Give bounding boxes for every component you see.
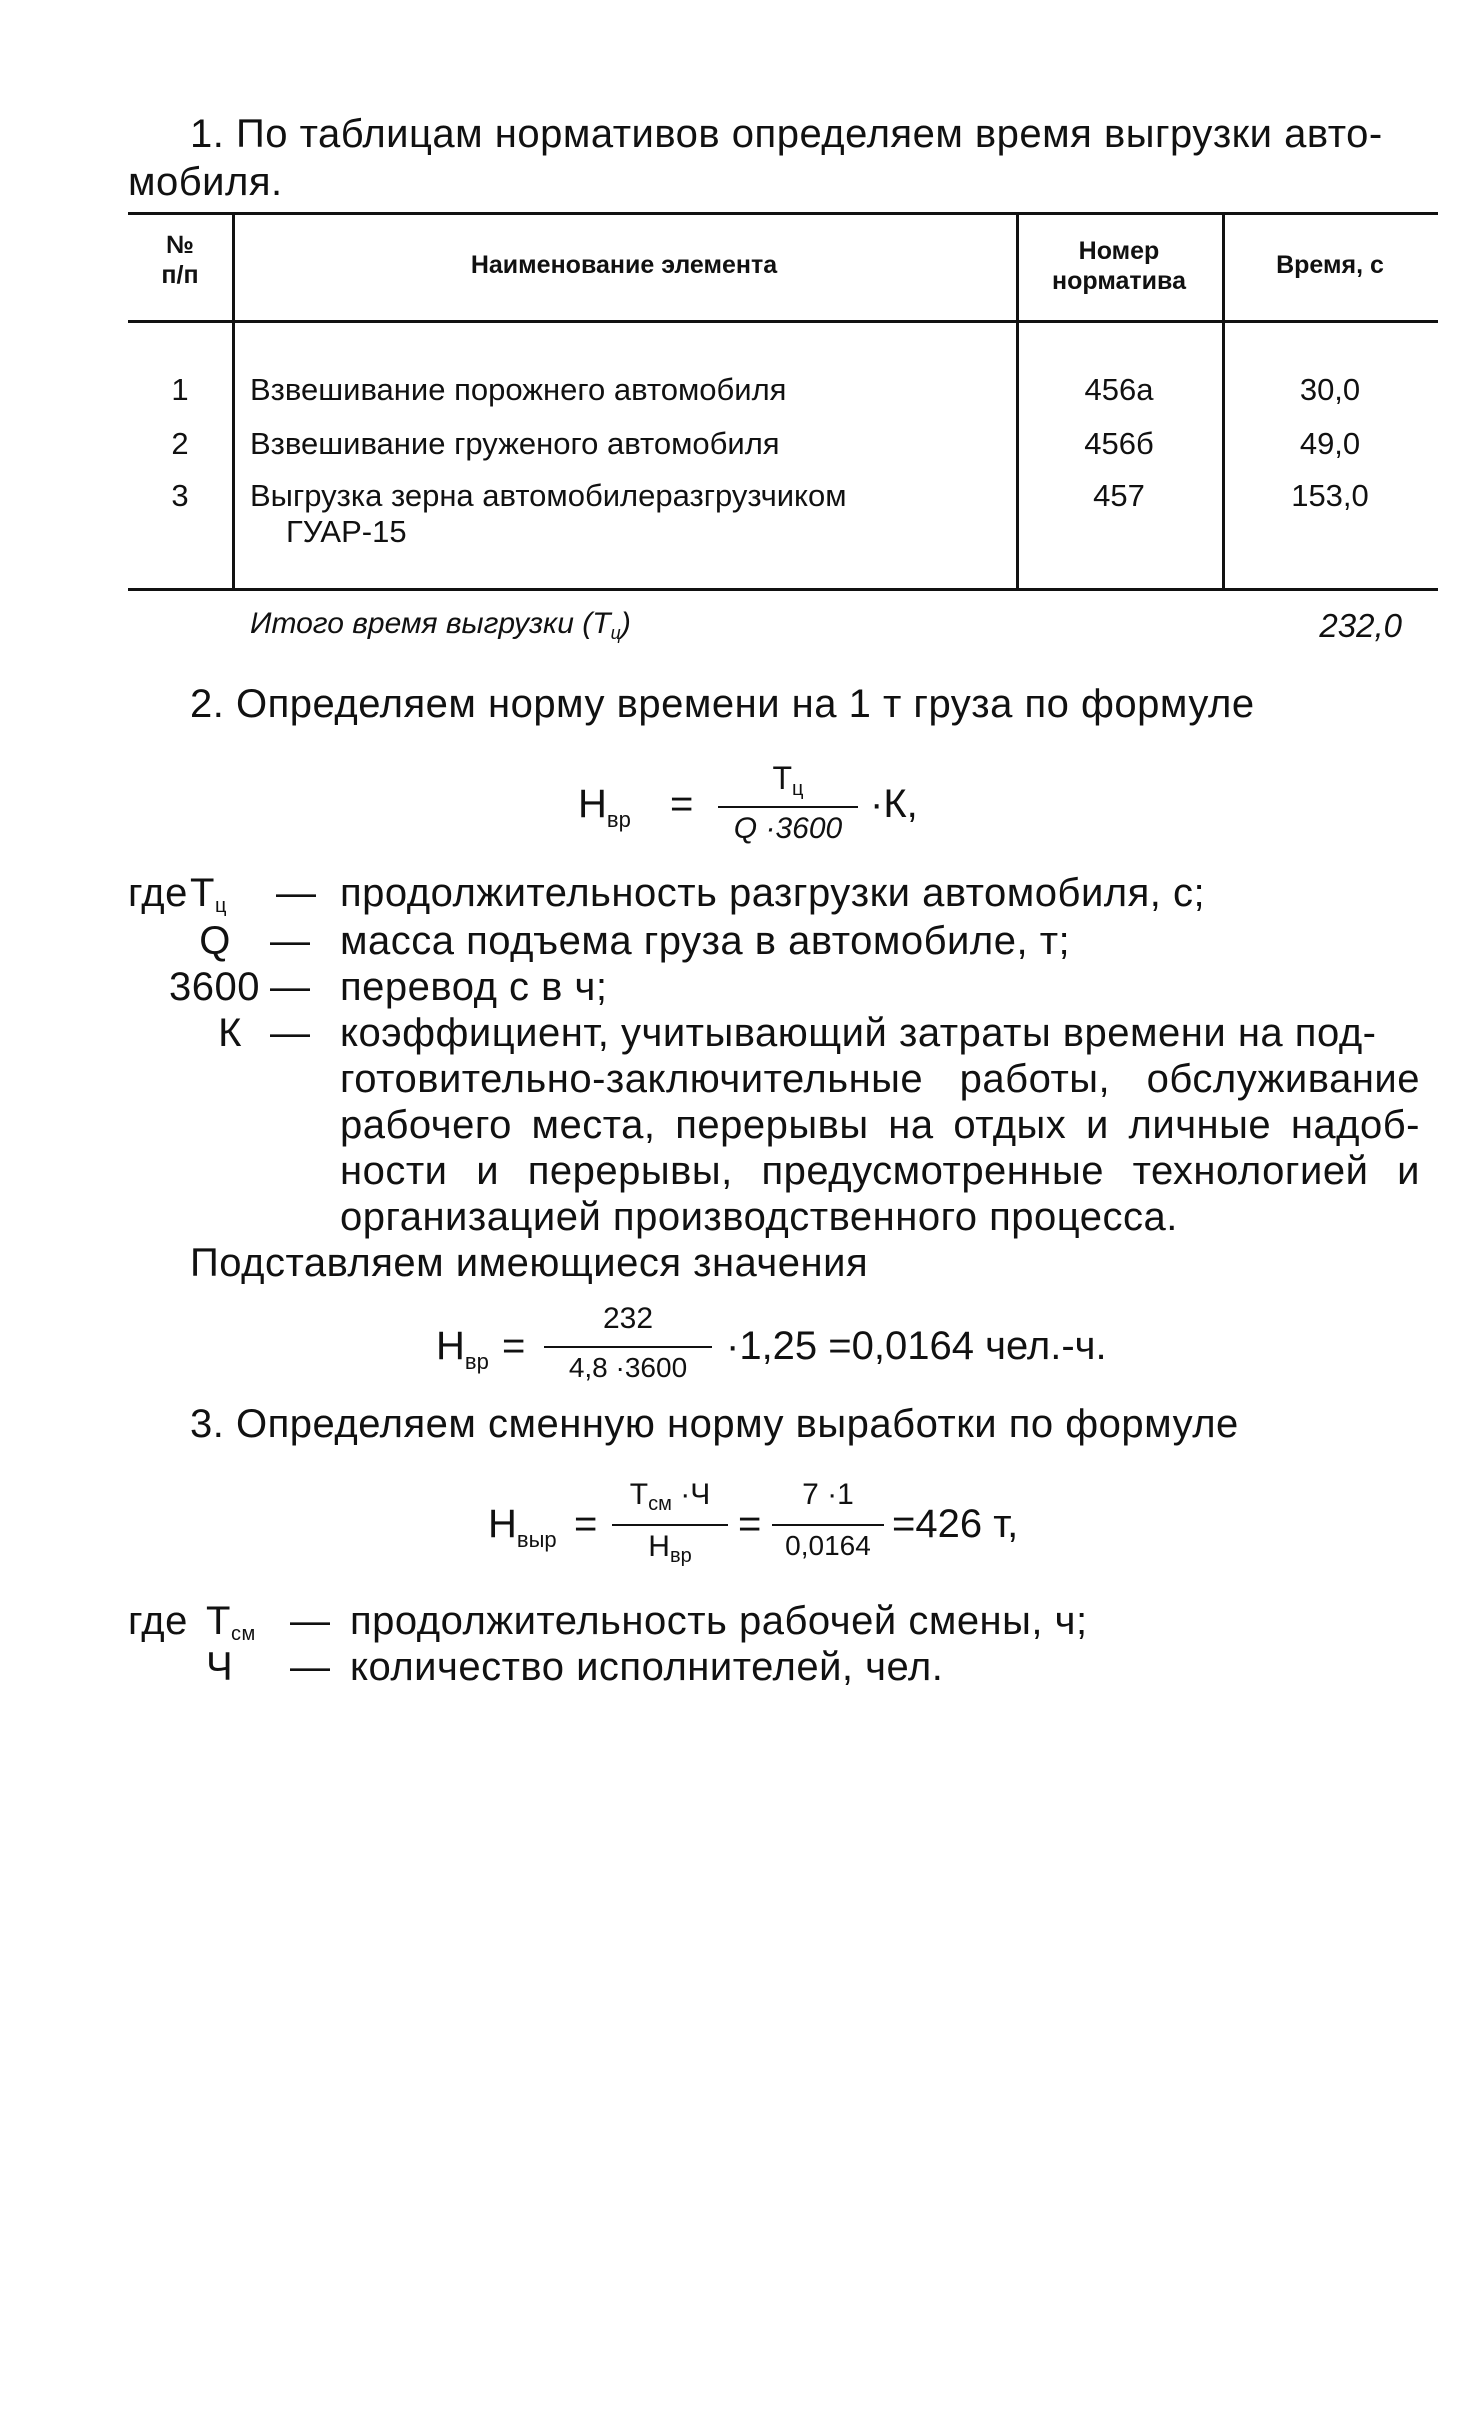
formula-tail: ·К, (870, 782, 918, 826)
output-norm-formula (488, 1476, 1188, 1586)
equals-sign: = (502, 1324, 526, 1368)
section2-intro: 2. Определяем норму времени на 1 т груза по формуле (190, 682, 1255, 726)
f3-numerator1 (612, 1478, 728, 1515)
row1-time: 30,0 (1299, 372, 1361, 407)
row2-name: Взвешивание груженого автомобиля (250, 426, 780, 461)
header-number (128, 230, 232, 290)
table-bottom-rule (128, 588, 1438, 591)
calc-lhs-subscript: вр (464, 1349, 489, 1374)
row3-name-cont: ГУАР-15 (286, 514, 407, 549)
row3-name: Выгрузка зерна автомобилеразгрузчиком (250, 478, 847, 513)
def-dash: — (270, 1011, 311, 1055)
header-name: Наименование элемента (470, 251, 778, 279)
fraction-bar (612, 1524, 728, 1526)
f3-lhs-subscript: выр (516, 1527, 557, 1552)
def-dash: — (276, 871, 317, 915)
lhs-symbol: Н (578, 782, 607, 826)
calc-lhs-symbol: Н (436, 1324, 465, 1368)
def-dash: — (290, 1599, 331, 1643)
row3-number: 3 (171, 478, 189, 513)
substitute-line: Подставляем имеющиеся значения (190, 1241, 869, 1285)
row3-norm: 457 (1093, 478, 1145, 513)
equals-sign: = (574, 1502, 598, 1546)
row1-norm: 456а (1084, 372, 1154, 407)
def-symbol: 3600 (169, 965, 260, 1009)
section3-intro: 3. Определяем сменную норму выработки по формуле (190, 1402, 1239, 1446)
formula-denominator: Q ·3600 (733, 812, 843, 845)
header-number-line2: п/п (161, 261, 199, 289)
total-label (250, 607, 631, 641)
def-dash: — (270, 919, 311, 963)
calc-numerator: 232 (602, 1302, 654, 1335)
total-symbol: (Т (582, 607, 611, 640)
calc-lhs (436, 1324, 489, 1374)
def-text: масса подъема груза в автомобиле, т; (340, 919, 1071, 963)
row1-number: 1 (171, 372, 189, 407)
def-symbol-text: Т (190, 871, 215, 915)
where-label: где (128, 871, 188, 915)
equals-sign: = (670, 782, 694, 826)
def-symbol (190, 870, 236, 923)
section1-line2: мобиля. (128, 160, 283, 204)
norm-time-formula (578, 760, 978, 860)
header-time: Время, с (1276, 251, 1384, 279)
def-symbol-sub: см (230, 1623, 256, 1645)
f3-num1-tail: ·Ч (671, 1478, 711, 1511)
calc-denominator: 4,8 ·3600 (568, 1352, 688, 1383)
total-close: ) (620, 607, 631, 640)
row2-number: 2 (171, 426, 189, 461)
header-number-line1: № (166, 231, 194, 259)
def-text: перевод с в ч; (340, 965, 608, 1009)
equals-sign: = (738, 1502, 762, 1546)
f3-lhs (488, 1502, 557, 1552)
def-symbol: Ч (206, 1645, 234, 1689)
fraction-bar (772, 1524, 884, 1526)
numerator-subscript: ц (792, 778, 804, 800)
fraction-bar (718, 806, 858, 808)
fraction-bar (544, 1346, 712, 1348)
def-symbol: Q (199, 919, 231, 963)
def-dash: — (270, 965, 311, 1009)
def-symbol: К (218, 1011, 242, 1055)
f3-num1-subscript: см (648, 1493, 672, 1515)
f3-lhs-symbol: Н (488, 1502, 517, 1546)
f3-den1-symbol: Н (648, 1530, 670, 1563)
table-header-rule (128, 320, 1438, 323)
def-text: количество исполнителей, чел. (350, 1645, 944, 1689)
calc-tail: ·1,25 =0,0164 чел.-ч. (726, 1324, 1107, 1368)
f3-result: =426 т, (892, 1502, 1019, 1546)
row2-time: 49,0 (1299, 426, 1361, 461)
row3-time: 153,0 (1291, 478, 1369, 513)
def-text: продолжительность рабочей смены, ч; (350, 1599, 1088, 1643)
numerator-symbol: Т (772, 760, 793, 796)
def-text: продолжительность разгрузки автомобиля, с; (340, 871, 1206, 915)
def-symbol-sub: ц (214, 895, 227, 917)
header-norm-line2: норматива (1052, 267, 1186, 295)
total-value: 232,0 (1319, 607, 1402, 644)
def-k-cont-4: организацией производственного процесса. (340, 1195, 1178, 1239)
row2-norm: 456б (1084, 426, 1154, 461)
total-subscript: ц (610, 623, 621, 643)
def-k-cont-3: ности и перерывы, предусмотренные технологией и (340, 1149, 1420, 1193)
formula-lhs (578, 782, 631, 832)
f3-denominator2: 0,0164 (785, 1530, 871, 1561)
norms-table (128, 212, 1438, 644)
row1-name: Взвешивание порожнего автомобиля (250, 372, 787, 407)
f3-num1-symbol: Т (629, 1478, 649, 1511)
f3-den1-subscript: вр (669, 1545, 692, 1567)
section1-line1: 1. По таблицам нормативов определяем время выгрузки авто- (190, 112, 1383, 156)
def-symbol-text: Т (206, 1599, 231, 1643)
header-norm-line1: Номер (1078, 237, 1160, 265)
def-dash: — (290, 1645, 331, 1689)
f3-numerator2: 7 ·1 (802, 1478, 854, 1511)
norm-time-calculation (436, 1300, 1236, 1400)
total-label-text: Итого время выгрузки (250, 607, 574, 640)
table-top-rule (128, 212, 1438, 215)
def-k-cont-2: рабочего места, перерывы на отдых и личные надоб- (340, 1103, 1420, 1147)
header-norm (1016, 236, 1222, 296)
def-text: коэффициент, учитывающий затраты времени на под- (340, 1011, 1377, 1055)
where-label: где (128, 1599, 188, 1643)
def-k-cont-1: готовительно-заключительные работы, обслуживание (340, 1057, 1420, 1101)
lhs-subscript: вр (606, 807, 631, 832)
f3-denominator1 (612, 1530, 728, 1567)
formula-numerator (718, 760, 858, 800)
